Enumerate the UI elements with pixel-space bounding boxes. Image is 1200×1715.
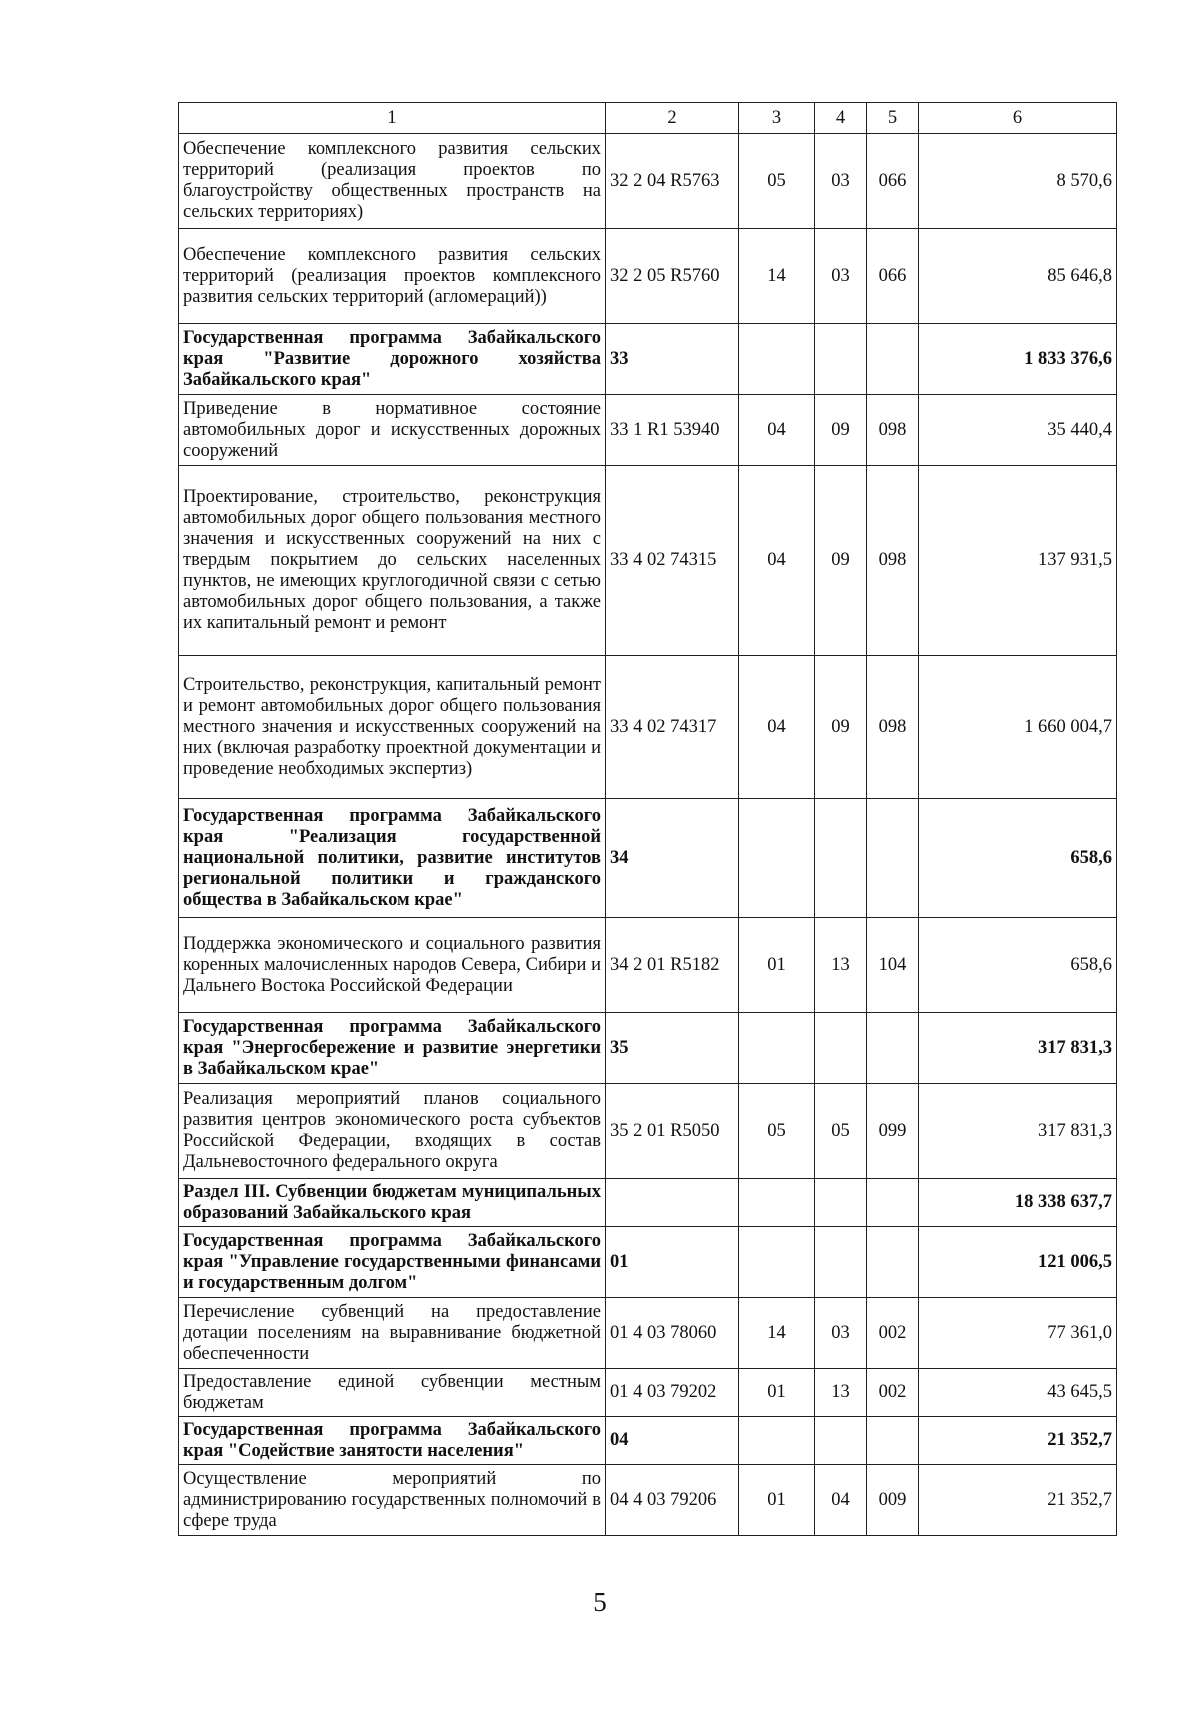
header-col-6: 6 (919, 103, 1117, 134)
table-row (179, 229, 1117, 324)
table-row (179, 324, 1117, 395)
row-subsection-cell (815, 1417, 867, 1465)
row-name-cell: Предоставление единой субвенции местным бюджетам (179, 1369, 606, 1417)
row-section-cell: 14 (739, 1298, 815, 1369)
row-amount-cell: 35 440,4 (919, 395, 1117, 466)
table-row (179, 1227, 1117, 1298)
row-expense-type-cell (867, 1227, 919, 1298)
budget-table-container (178, 102, 1116, 1536)
row-name-cell: Государственная программа Забайкальского края "Содействие занятости населения" (179, 1417, 606, 1465)
row-section-cell (739, 799, 815, 918)
row-section-cell: 14 (739, 229, 815, 324)
row-subsection-cell: 09 (815, 466, 867, 656)
row-code-cell: 01 (606, 1227, 739, 1298)
row-code-cell: 33 1 R1 53940 (606, 395, 739, 466)
row-section-cell (739, 324, 815, 395)
row-name-cell: Раздел III. Субвенции бюджетам муниципальных образований Забайкальского края (179, 1179, 606, 1227)
row-code-cell: 35 2 01 R5050 (606, 1084, 739, 1179)
row-expense-type-cell (867, 1013, 919, 1084)
row-name-cell: Государственная программа Забайкальского края "Управление государственными финансами и государственным долгом" (179, 1227, 606, 1298)
row-expense-type-cell: 066 (867, 229, 919, 324)
table-row (179, 799, 1117, 918)
row-code-cell: 32 2 05 R5760 (606, 229, 739, 324)
row-amount-cell: 77 361,0 (919, 1298, 1117, 1369)
row-expense-type-cell: 066 (867, 134, 919, 229)
row-subsection-cell: 13 (815, 918, 867, 1013)
row-expense-type-cell (867, 324, 919, 395)
row-code-cell: 01 4 03 78060 (606, 1298, 739, 1369)
row-amount-cell: 317 831,3 (919, 1084, 1117, 1179)
row-subsection-cell (815, 1227, 867, 1298)
row-code-cell: 33 4 02 74317 (606, 656, 739, 799)
row-expense-type-cell: 098 (867, 656, 919, 799)
row-amount-cell: 137 931,5 (919, 466, 1117, 656)
header-col-3: 3 (739, 103, 815, 134)
row-expense-type-cell: 098 (867, 466, 919, 656)
table-row (179, 656, 1117, 799)
row-name-cell: Поддержка экономического и социального развития коренных малочисленных народов Севера, Сибири и Дальнего Востока Российской Федерации (179, 918, 606, 1013)
row-expense-type-cell: 098 (867, 395, 919, 466)
table-row (179, 1298, 1117, 1369)
row-amount-cell: 658,6 (919, 799, 1117, 918)
row-name-cell: Реализация мероприятий планов социального развития центров экономического роста субъектов Российской Федерации, входящих в состав Дальневосточного федерального округа (179, 1084, 606, 1179)
row-name-cell: Государственная программа Забайкальского края "Энергосбережение и развитие энергетики в Забайкальском крае" (179, 1013, 606, 1084)
row-section-cell: 01 (739, 918, 815, 1013)
row-code-cell: 04 (606, 1417, 739, 1465)
table-row (179, 1179, 1117, 1227)
row-code-cell: 34 (606, 799, 739, 918)
page-number: 5 (593, 1587, 607, 1617)
header-col-1: 1 (179, 103, 606, 134)
row-section-cell: 01 (739, 1465, 815, 1536)
row-name-cell: Обеспечение комплексного развития сельских территорий (реализация проектов по благоустройству общественных пространств на сельских территориях) (179, 134, 606, 229)
table-row (179, 1417, 1117, 1465)
row-expense-type-cell: 104 (867, 918, 919, 1013)
row-amount-cell: 658,6 (919, 918, 1117, 1013)
row-code-cell (606, 1179, 739, 1227)
row-subsection-cell: 05 (815, 1084, 867, 1179)
row-expense-type-cell (867, 1417, 919, 1465)
row-amount-cell: 18 338 637,7 (919, 1179, 1117, 1227)
row-subsection-cell (815, 1013, 867, 1084)
table-header-row (179, 103, 1117, 134)
row-amount-cell: 21 352,7 (919, 1465, 1117, 1536)
row-code-cell: 32 2 04 R5763 (606, 134, 739, 229)
row-section-cell (739, 1227, 815, 1298)
table-row (179, 395, 1117, 466)
row-name-cell: Строительство, реконструкция, капитальный ремонт и ремонт автомобильных дорог общего пользования местного значения и искусственных сооружений на них (включая разработку проектной документации и проведение необходимых экспертиз) (179, 656, 606, 799)
row-section-cell (739, 1417, 815, 1465)
row-subsection-cell (815, 324, 867, 395)
row-name-cell: Перечисление субвенций на предоставление дотации поселениям на выравнивание бюджетной обеспеченности (179, 1298, 606, 1369)
row-subsection-cell (815, 1179, 867, 1227)
row-subsection-cell: 04 (815, 1465, 867, 1536)
row-code-cell: 04 4 03 79206 (606, 1465, 739, 1536)
row-subsection-cell: 03 (815, 1298, 867, 1369)
row-subsection-cell: 13 (815, 1369, 867, 1417)
row-name-cell: Государственная программа Забайкальского края "Развитие дорожного хозяйства Забайкальского края" (179, 324, 606, 395)
row-code-cell: 34 2 01 R5182 (606, 918, 739, 1013)
header-col-5: 5 (867, 103, 919, 134)
row-expense-type-cell: 099 (867, 1084, 919, 1179)
row-expense-type-cell: 002 (867, 1369, 919, 1417)
row-amount-cell: 85 646,8 (919, 229, 1117, 324)
row-section-cell: 01 (739, 1369, 815, 1417)
row-expense-type-cell (867, 1179, 919, 1227)
table-row (179, 1465, 1117, 1536)
row-amount-cell: 121 006,5 (919, 1227, 1117, 1298)
header-col-4: 4 (815, 103, 867, 134)
row-section-cell: 05 (739, 134, 815, 229)
row-amount-cell: 1 660 004,7 (919, 656, 1117, 799)
row-subsection-cell (815, 799, 867, 918)
row-code-cell: 01 4 03 79202 (606, 1369, 739, 1417)
row-section-cell: 04 (739, 656, 815, 799)
budget-table (178, 102, 1117, 1536)
row-amount-cell: 43 645,5 (919, 1369, 1117, 1417)
row-amount-cell: 8 570,6 (919, 134, 1117, 229)
row-subsection-cell: 09 (815, 656, 867, 799)
row-expense-type-cell: 009 (867, 1465, 919, 1536)
row-name-cell: Обеспечение комплексного развития сельских территорий (реализация проектов комплексного развития сельских территорий (агломераций)) (179, 229, 606, 324)
table-row (179, 1084, 1117, 1179)
row-name-cell: Приведение в нормативное состояние автомобильных дорог и искусственных дорожных сооружений (179, 395, 606, 466)
table-row (179, 1013, 1117, 1084)
table-row (179, 918, 1117, 1013)
table-row (179, 1369, 1117, 1417)
row-code-cell: 35 (606, 1013, 739, 1084)
row-code-cell: 33 4 02 74315 (606, 466, 739, 656)
row-subsection-cell: 03 (815, 229, 867, 324)
row-subsection-cell: 09 (815, 395, 867, 466)
row-section-cell: 04 (739, 466, 815, 656)
row-name-cell: Проектирование, строительство, реконструкция автомобильных дорог общего пользования местного значения и искусственных сооружений на них с твердым покрытием до сельских населенных пунктов, не имеющих круглогодичной связи с сетью автомобильных дорог общего пользования, а также их капитальный ремонт и ремонт (179, 466, 606, 656)
row-expense-type-cell: 002 (867, 1298, 919, 1369)
row-section-cell: 04 (739, 395, 815, 466)
header-col-2: 2 (606, 103, 739, 134)
row-amount-cell: 21 352,7 (919, 1417, 1117, 1465)
row-amount-cell: 317 831,3 (919, 1013, 1117, 1084)
table-row (179, 134, 1117, 229)
row-subsection-cell: 03 (815, 134, 867, 229)
row-code-cell: 33 (606, 324, 739, 395)
row-section-cell (739, 1013, 815, 1084)
row-section-cell (739, 1179, 815, 1227)
row-expense-type-cell (867, 799, 919, 918)
table-body (179, 134, 1117, 1536)
row-amount-cell: 1 833 376,6 (919, 324, 1117, 395)
table-row (179, 466, 1117, 656)
row-name-cell: Осуществление мероприятий по администрированию государственных полномочий в сфере труда (179, 1465, 606, 1536)
row-section-cell: 05 (739, 1084, 815, 1179)
row-name-cell: Государственная программа Забайкальского края "Реализация государственной национальной политики, развитие институтов региональной политики и гражданского общества в Забайкальском крае" (179, 799, 606, 918)
